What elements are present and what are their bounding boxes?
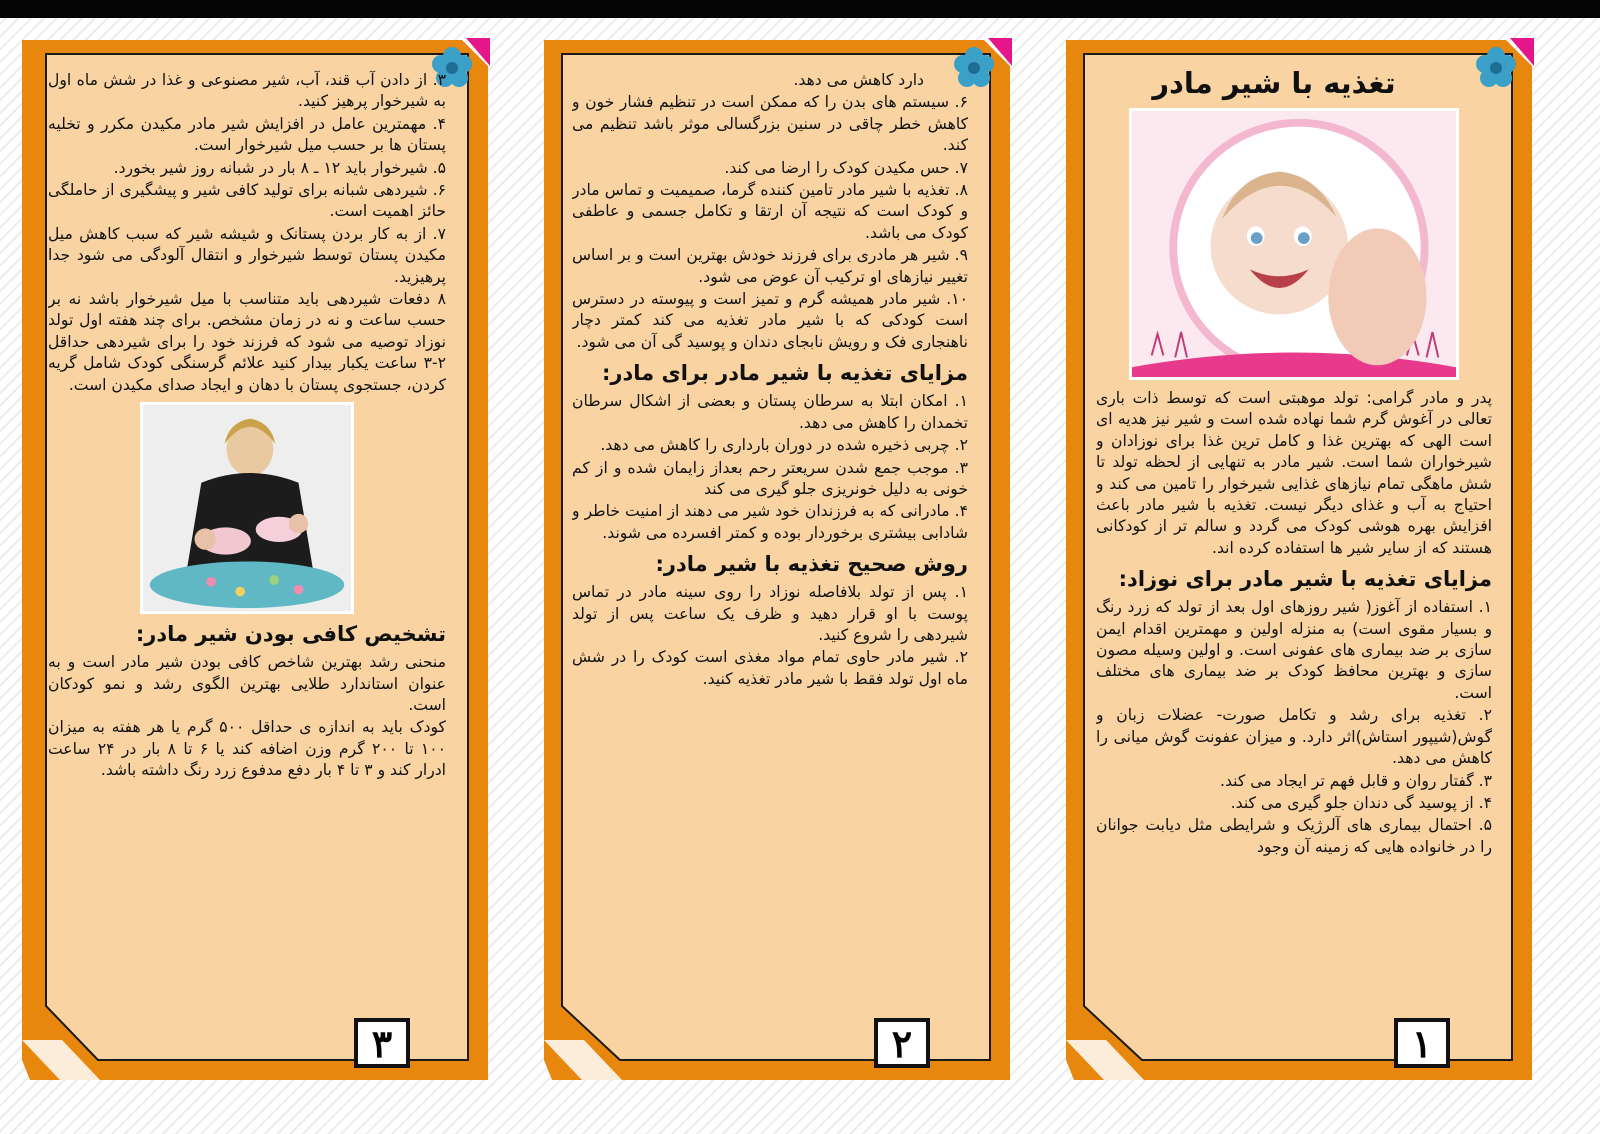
page-number-2: ۲: [874, 1018, 930, 1068]
baby-item-10: ۱۰. شیر مادر همیشه گرم و تمیز است و پیوسته در دسترس است کودکی که با شیر مادر تغذیه می کند کمتر دچار ناهنجاری فک و رویش نابجای دندان و پوسید گی آن می شود.: [572, 290, 968, 351]
mother-item-3: ۳. موجب جمع شدن سریعتر رحم بعداز زایمان شده و از کم خونی به دلیل خونریزی جلو گیری می کند: [572, 458, 968, 498]
method-item-6: ۶. شیردهی شبانه برای تولید کافی شیر و پیشگیری از حاملگی حائز اهمیت است.: [48, 181, 446, 221]
mother-twins-photo: [140, 402, 354, 614]
heading-baby-benefits: مزایای تغذیه با شیر مادر برای نوزاد:: [1118, 567, 1492, 592]
method-item-5: ۵. شیرخوار باید ۱۲ ـ ۸ بار در شبانه روز شیر بخورد.: [113, 158, 446, 177]
adequacy-para-1: منحنی رشد بهترین شاخص کافی بودن شیر مادر است و به عنوان استاندارد طلایی بهترین الگوی رشد و نمو کودکان است.: [48, 653, 446, 714]
heading-adequacy: تشخیص کافی بودن شیر مادر:: [135, 622, 446, 647]
panel-3: [22, 40, 488, 1098]
panel-3-content: [48, 70, 446, 1034]
panel-2: [544, 40, 1010, 1098]
baby-item-5: ۵. احتمال بیماری های آلرژیک و شرایطی مثل دیابت جوانان را در خانواده هایی که زمینه آن وجود: [1096, 816, 1492, 856]
baby-item-2: ۲. تغذیه برای رشد و تکامل صورت- عضلات زبان و گوش(شیپور استاش)اثر دارد. و میزان عفونت گوش میانی را کاهش می دهد.: [1096, 706, 1492, 768]
baby-item-4: ۴. از پوسید گی دندان جلو گیری می کند.: [1230, 793, 1492, 812]
baby-item-9: ۹. شیر هر مادری برای فرزند خودش بهترین است و بر اساس تغییر نیازهای او ترکیب آن عوض می شود.: [572, 246, 968, 286]
heading-correct-method: روش صحیح تغذیه با شیر مادر:: [655, 552, 968, 577]
baby-item-3: ۳. گفتار روان و قابل فهم تر ایجاد می کند.: [1219, 771, 1492, 790]
baby-item-1: ۱. استفاده از آغوز( شیر روزهای اول بعد از تولد که زرد رنگ و بسیار مقوی است) به منزله اولین و مهمترین اقدام ایمن سازی بر ضد بیماری های عفونی است. و اولین وسیله مصون سازی و بهترین محافظ کودک بر ضد بیماری های مختلف است.: [1096, 598, 1492, 702]
page-title: تغذیه با شیر مادر: [1152, 66, 1396, 100]
heading-mother-benefits: مزایای تغذیه با شیر مادر برای مادر:: [602, 361, 968, 386]
method-item-8: ۸ دفعات شیردهی باید متناسب با میل شیرخوار باشد نه بر حسب ساعت و نه در زمان مشخص. برای چند هفته اول تولد نوزاد توصیه می شود که فرزند خود را برای شیردهی حداقل ۲-۳ ساعت یکبار بیدار کنید علائم گرسنگی کودک شامل گریه کردن، جستجوی پستان با دهان و ایجاد صدای مکیدن است.: [48, 290, 446, 394]
baby-item-cont: دارد کاهش می دهد.: [793, 71, 924, 89]
method-item-4: ۴. مهمترین عامل در افزایش شیر مادر مکیدن مکرر و تخلیه پستان ها بر حسب میل شیرخوار است.: [48, 114, 446, 155]
page-number-1: ۱: [1394, 1018, 1450, 1068]
smiling-baby-photo: [1129, 108, 1459, 380]
mother-item-1: ۱. امکان ابتلا به سرطان پستان و بعضی از اشکال سرطان تخمدان را کاهش می دهد.: [572, 392, 968, 432]
adequacy-para-2: کودک باید به اندازه ی حداقل ۵۰۰ گرم یا هر هفته به میزان ۱۰۰ تا ۲۰۰ گرم وزن اضافه کند یا ۶ تا ۸ بار در ۲۴ ساعت ادرار کند و ۳ تا ۴ بار دفع مدفوع زرد رنگ داشته باشد.: [48, 718, 446, 780]
baby-item-6: ۶. سیستم های بدن را که ممکن است در تنظیم فشار خون و کاهش خطر چاقی در سنین بزرگسالی موثر باشد تنظیم می کند.: [572, 93, 968, 155]
mother-item-4: ۴. مادرانی که به فرزندان خود شیر می دهند از امنیت خاطر و شادابی بیشتری برخوردار بوده و کمتر افسرده می شوند.: [572, 502, 968, 542]
panel-1-content: [1096, 64, 1492, 1028]
panel-2-content: [572, 70, 968, 1034]
baby-item-7: ۷. حس مکیدن کودک را ارضا می کند.: [724, 158, 968, 177]
method-item-3: ۳. از دادن آب قند، آب، شیر مصنوعی و غذا در شش ماه اول به شیرخوار پرهیز کنید.: [48, 71, 446, 111]
panel-1: [1066, 40, 1532, 1098]
baby-item-8: ۸. تغذیه با شیر مادر تامین کننده گرما، صمیمیت و تماس مادر و کودک است که نتیجه آن ارتقا و تکامل جسمی و عاطفی کودک می باشد.: [572, 181, 968, 242]
top-black-bar: [0, 0, 1600, 18]
method-item-7: ۷. از به کار بردن پستانک و شیشه شیر که سبب کاهش میل مکیدن پستان توسط شیرخوار و انتقال آلودگی می شود جدا پرهیزید.: [48, 224, 446, 286]
method-item-1: ۱. پس از تولد بلافاصله نوزاد را روی سینه مادر در تماس پوست با او قرار دهید و ظرف یک ساعت پس از تولد شیردهی را شروع کنید.: [572, 583, 968, 644]
method-item-2: ۲. شیر مادر حاوی تمام مواد مغذی است کودک را در شش ماه اول تولد فقط با شیر مادر تغذیه کنید.: [572, 648, 968, 688]
page-number-3: ۳: [354, 1018, 410, 1068]
intro-paragraph: پدر و مادر گرامی: تولد موهبتی است که توسط ذات باری تعالی در آغوش گرم شما نهاده شده است و شیر نیز هدیه ای است الهی که بهترین غذا و کامل ترین غذا برای نوزادان و شیرخواران شما است. شیر مادر به تنهایی از لحظه تولد تا شش ماهگی تمام نیازهای غذایی شیرخوار را تامین می کند و احتیاج به آب و غذای دیگر نیست. تغذیه با شیر مادر باعث افزایش بهره هوشی کودک می گردد و سالم تر از کودکانی هستند که از سایر شیر ها استفاده کرده اند.: [1096, 389, 1492, 557]
mother-item-2: ۲. چربی ذخیره شده در دوران بارداری را کاهش می دهد.: [600, 436, 968, 455]
